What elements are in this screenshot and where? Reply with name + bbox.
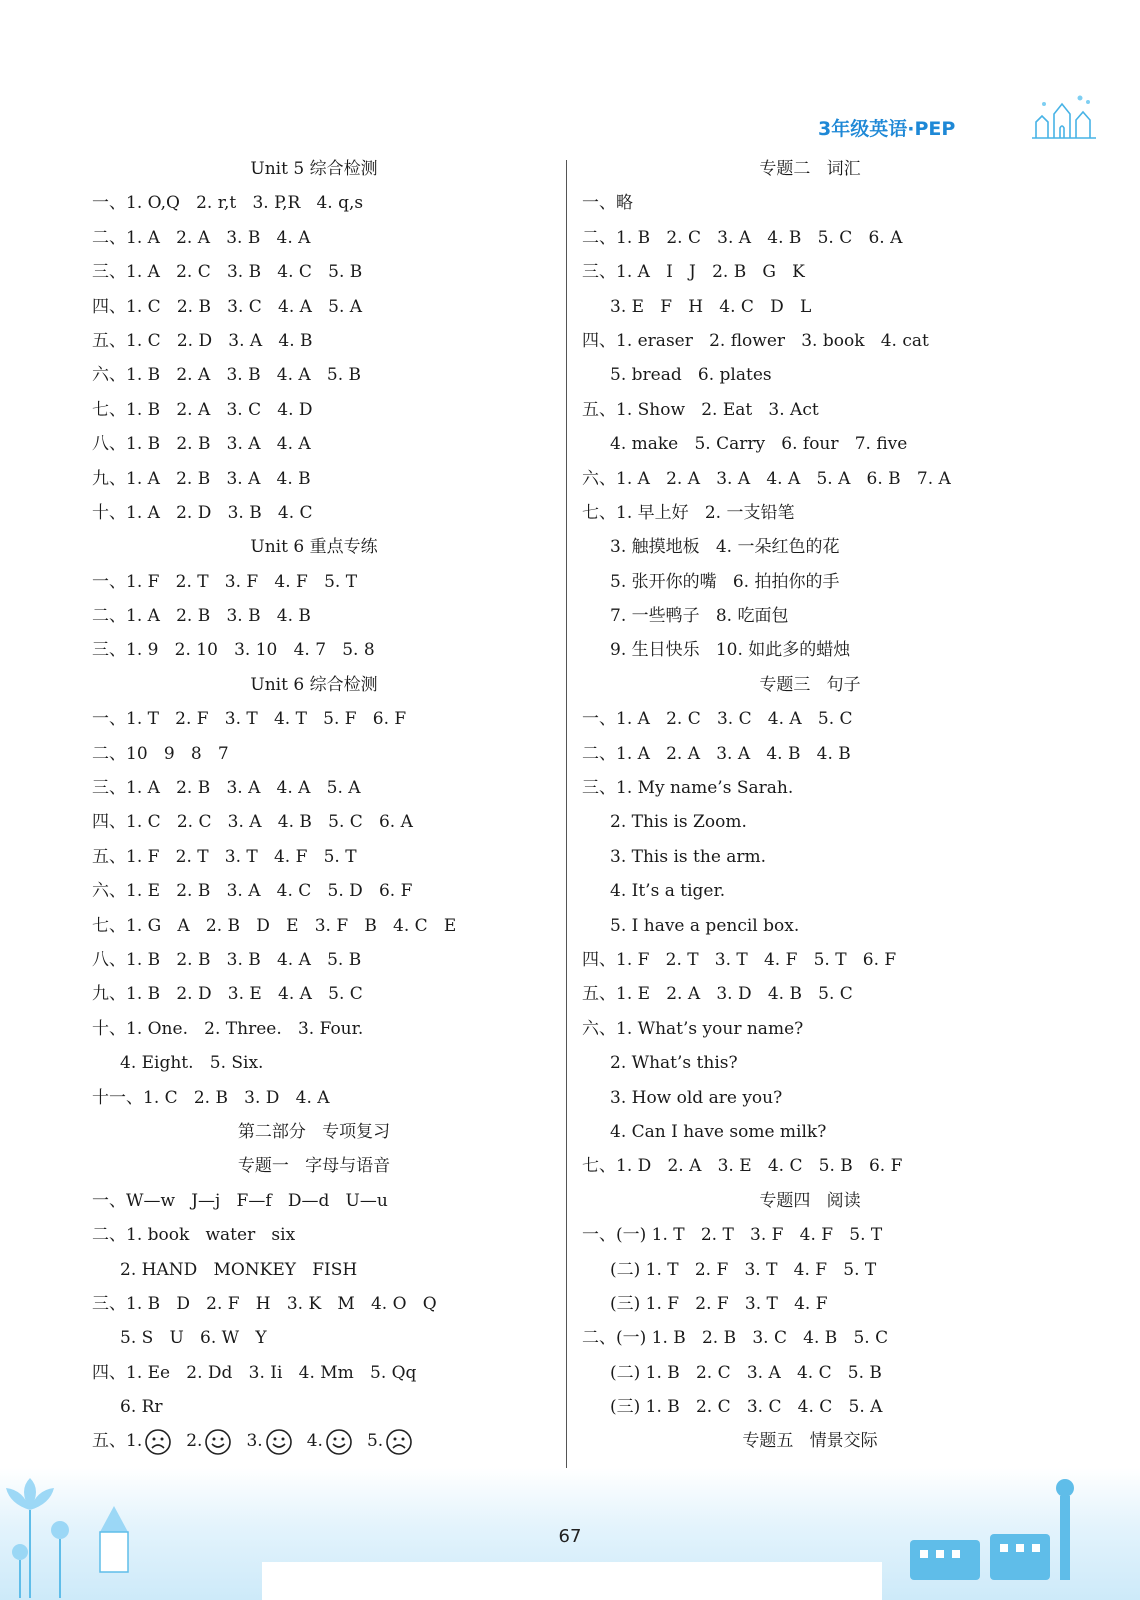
answer-line: 七、1. G A 2. B D E 3. F B 4. C E: [92, 915, 457, 936]
answer-number: 1.: [126, 1431, 143, 1452]
answer-line: 2. What’s this?: [610, 1053, 738, 1074]
answer-line: 5. bread 6. plates: [610, 365, 772, 386]
answer-line: 一、1. O,Q 2. r,t 3. P,R 4. q,s: [92, 193, 364, 214]
answer-line: 五、1. Show 2. Eat 3. Act: [582, 399, 819, 420]
answer-line: 十、1. A 2. D 3. B 4. C: [92, 502, 313, 523]
answer-line: 四、1. C 2. B 3. C 4. A 5. A: [92, 296, 363, 317]
section-heading: 专题五 情景交际: [742, 1431, 878, 1452]
answer-line: 三、1. A I J 2. B G K: [582, 262, 805, 283]
answer-line: 四、1. eraser 2. flower 3. book 4. cat: [582, 330, 929, 351]
section-heading: 专题四 阅读: [759, 1190, 861, 1211]
answer-line: 七、1. B 2. A 3. C 4. D: [92, 399, 313, 420]
answer-line: 6. Rr: [120, 1397, 163, 1418]
answer-line: 一、(一) 1. T 2. T 3. F 4. F 5. T: [582, 1225, 883, 1246]
answer-number: 5.: [366, 1431, 384, 1452]
smiley-face-icon: [325, 1428, 353, 1456]
section-heading: Unit 6 综合检测: [250, 674, 378, 695]
castle-decoration-icon: [1030, 92, 1098, 142]
answer-line: 4. Eight. 5. Six.: [120, 1053, 264, 1074]
right-answer-column: [582, 152, 1052, 1493]
answer-line: 六、1. A 2. A 3. A 4. A 5. A 6. B 7. A: [582, 468, 951, 489]
answer-line: (三) 1. B 2. C 3. C 4. C 5. A: [610, 1397, 883, 1418]
answer-line: 5. I have a pencil box.: [610, 915, 800, 936]
answer-line: 六、1. B 2. A 3. B 4. A 5. B: [92, 365, 361, 386]
answer-line: 2. This is Zoom.: [610, 812, 747, 833]
face-answer: [246, 1424, 292, 1458]
section-heading: 专题二 词汇: [759, 159, 861, 179]
answer-number: 4.: [306, 1431, 323, 1452]
answer-number: 3.: [246, 1431, 263, 1452]
answer-line: 4. Can I have some milk?: [610, 1121, 827, 1142]
answer-line: 二、1. A 2. A 3. A 4. B 4. B: [582, 743, 851, 764]
answer-line: 四、1. F 2. T 3. T 4. F 5. T 6. F: [582, 949, 897, 970]
answer-line: (二) 1. T 2. F 3. T 4. F 5. T: [610, 1259, 877, 1280]
answer-line: 二、(一) 1. B 2. B 3. C 4. B 5. C: [582, 1328, 889, 1349]
sad-face-icon: [144, 1428, 172, 1456]
face-answer: [367, 1424, 413, 1458]
answer-line: 七、1. 早上好 2. 一支铅笔: [582, 502, 795, 523]
face-answer: [126, 1424, 172, 1458]
smiley-face-icon: [265, 1428, 293, 1456]
answer-line: 一、1. A 2. C 3. C 4. A 5. C: [582, 709, 853, 730]
answer-line: 九、1. B 2. D 3. E 4. A 5. C: [92, 984, 363, 1005]
answer-line: 六、1. What’s your name?: [582, 1018, 804, 1039]
answer-line: (三) 1. F 2. F 3. T 4. F: [610, 1293, 828, 1314]
answer-line: 3. This is the arm.: [610, 846, 767, 867]
answer-line: 三、1. A 2. C 3. B 4. C 5. B: [92, 262, 363, 283]
section-heading: 专题三 句子: [759, 674, 861, 695]
section-heading: Unit 6 重点专练: [250, 537, 378, 558]
answer-line: 一、W—w J—j F—f D—d U—u: [92, 1190, 388, 1211]
section-heading: 专题一 字母与语音: [237, 1156, 391, 1177]
left-answer-column: [92, 152, 550, 1459]
answer-line: 3. How old are you?: [610, 1087, 783, 1108]
answer-line: 5. 张开你的嘴 6. 拍拍你的手: [610, 571, 840, 592]
book-title: 3年级英语·PEP: [818, 118, 956, 140]
answer-line: 九、1. A 2. B 3. A 4. B: [92, 468, 311, 489]
answer-line: 二、1. A 2. B 3. B 4. B: [92, 606, 311, 627]
sad-face-icon: [385, 1428, 413, 1456]
answer-number: 2.: [186, 1431, 203, 1452]
question-number: 五、: [92, 1431, 126, 1452]
answer-line: 4. It’s a tiger.: [610, 881, 726, 902]
answer-line: 二、1. A 2. A 3. B 4. A: [92, 227, 311, 248]
answer-line: 2. HAND MONKEY FISH: [120, 1259, 358, 1280]
answer-line: 七、1. D 2. A 3. E 4. C 5. B 6. F: [582, 1156, 903, 1177]
section-heading: 第二部分 专项复习: [237, 1121, 391, 1142]
answer-line: 五、1. F 2. T 3. T 4. F 5. T: [92, 846, 357, 867]
face-answer: [186, 1424, 232, 1458]
answer-line: 三、1. My name’s Sarah.: [582, 778, 794, 799]
page-number: 67: [558, 1526, 582, 1547]
answer-line: 四、1. C 2. C 3. A 4. B 5. C 6. A: [92, 812, 413, 833]
answer-line: 3. E F H 4. C D L: [610, 296, 812, 317]
answer-line: 一、1. F 2. T 3. F 4. F 5. T: [92, 571, 358, 592]
answer-line: 十、1. One. 2. Three. 3. Four.: [92, 1018, 364, 1039]
answer-line: 五、1. E 2. A 3. D 4. B 5. C: [582, 984, 853, 1005]
answer-line: 八、1. B 2. B 3. B 4. A 5. B: [92, 949, 362, 970]
answer-line: 一、1. T 2. F 3. T 4. T 5. F 6. F: [92, 709, 407, 730]
face-answer: [307, 1424, 353, 1458]
answer-line: 三、1. 9 2. 10 3. 10 4. 7 5. 8: [92, 640, 375, 661]
answer-line: 二、1. book water six: [92, 1225, 296, 1246]
answer-line-faces: [92, 1424, 550, 1458]
answer-line: 5. S U 6. W Y: [120, 1328, 267, 1349]
answer-line: 三、1. A 2. B 3. A 4. A 5. A: [92, 778, 361, 799]
answer-line: 五、1. C 2. D 3. A 4. B: [92, 330, 313, 351]
section-heading: Unit 5 综合检测: [250, 159, 378, 179]
smiley-face-icon: [204, 1428, 232, 1456]
answer-line: 4. make 5. Carry 6. four 7. five: [610, 434, 908, 455]
answer-line: 二、10 9 8 7: [92, 743, 229, 764]
answer-line: 四、1. Ee 2. Dd 3. Ii 4. Mm 5. Qq: [92, 1362, 417, 1383]
column-divider: [566, 160, 567, 1480]
answer-line: (二) 1. B 2. C 3. A 4. C 5. B: [610, 1362, 882, 1383]
footer-white-strip: [262, 1562, 882, 1600]
answer-line: 十一、1. C 2. B 3. D 4. A: [92, 1087, 330, 1108]
answer-line: 二、1. B 2. C 3. A 4. B 5. C 6. A: [582, 227, 903, 248]
answer-line: 六、1. E 2. B 3. A 4. C 5. D 6. F: [92, 881, 413, 902]
answer-line: 三、1. B D 2. F H 3. K M 4. O Q: [92, 1293, 437, 1314]
answer-line: 3. 触摸地板 4. 一朵红色的花: [610, 537, 840, 558]
answer-line: 一、略: [582, 193, 633, 214]
answer-line: 9. 生日快乐 10. 如此多的蜡烛: [610, 640, 851, 661]
answer-line: 八、1. B 2. B 3. A 4. A: [92, 434, 311, 455]
answer-line: 7. 一些鸭子 8. 吃面包: [610, 606, 789, 627]
